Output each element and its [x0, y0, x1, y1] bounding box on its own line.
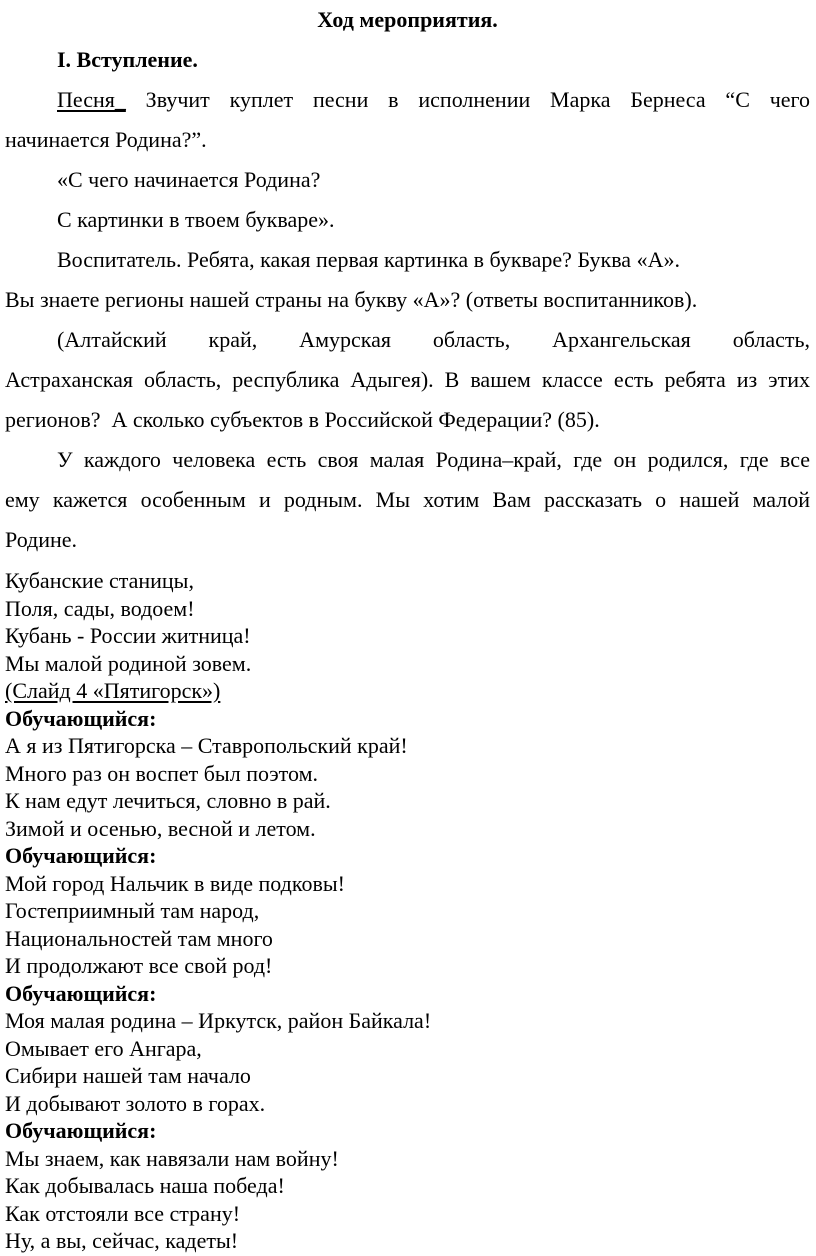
- text-run: Воспитатель. Ребята, какая первая картинка в букваре? Буква «А».: [57, 247, 680, 272]
- paragraph-line: [5, 80, 810, 120]
- bold-text: Обучающийся:: [5, 980, 157, 1006]
- poem-line: [5, 1007, 810, 1035]
- text-run: Моя малая родина – Иркутск, район Байкала!: [5, 1008, 432, 1033]
- paragraph-line: [5, 200, 810, 240]
- poem-line: [5, 870, 810, 898]
- poem-line: [5, 622, 810, 650]
- paragraph-line: [5, 520, 810, 560]
- bold-text: I. Вступление.: [57, 47, 198, 72]
- paragraph-line: [5, 320, 810, 360]
- text-run: Кубань - России житница!: [5, 623, 251, 648]
- paragraph-line: [5, 120, 810, 160]
- poem-line: [5, 1172, 810, 1200]
- text-run: Сибири нашей там начало: [5, 1063, 251, 1088]
- bold-text: Обучающийся:: [5, 1118, 157, 1143]
- text-run: Омывает его Ангара,: [5, 1035, 202, 1061]
- text-run: С картинки в твоем букваре».: [57, 207, 335, 232]
- text-run: Мы малой родиной зовем.: [5, 650, 252, 676]
- document-title: [5, 0, 810, 40]
- text-run: Много раз он воспет был поэтом.: [5, 760, 319, 786]
- poem-section: [5, 567, 810, 1255]
- paragraph-line: [5, 160, 810, 200]
- text-run: Мы знаем, как навязали нам войну!: [5, 1145, 339, 1171]
- poem-line: [5, 1227, 810, 1255]
- speaker-label: [5, 705, 810, 733]
- text-run: К нам едут лечиться, словно в рай.: [5, 788, 331, 813]
- poem-line: [5, 1145, 810, 1173]
- poem-line: [5, 595, 810, 623]
- text-run: Как добывалась наша победа!: [5, 1173, 285, 1198]
- poem-line: [5, 1035, 810, 1063]
- speaker-label: [5, 842, 810, 870]
- poem-line: [5, 760, 810, 788]
- bold-text: Ход мероприятия.: [317, 7, 498, 32]
- text-run: «С чего начинается Родина?: [57, 167, 321, 192]
- speaker-label: [5, 1117, 810, 1145]
- bold-text: Обучающийся:: [5, 843, 157, 868]
- paragraph-line: [5, 480, 810, 520]
- text-run: начинается Родина?”.: [5, 127, 207, 152]
- text-run: Звучит куплет песни в исполнении Марка Бернеса “С чего: [125, 87, 810, 112]
- paragraph-line: [5, 280, 810, 320]
- paragraph-line: [5, 400, 810, 440]
- text-run: Поля, сады, водоем!: [5, 595, 195, 621]
- bold-text: Обучающийся:: [5, 705, 157, 731]
- text-run: Национальностей там много: [5, 925, 273, 951]
- text-run: Мой город Нальчик в виде подковы!: [5, 870, 345, 896]
- poem-line: [5, 732, 810, 760]
- paragraph-line: [5, 240, 810, 280]
- speaker-label: [5, 980, 810, 1008]
- slide-note: [5, 677, 810, 705]
- paragraph-section: [5, 0, 810, 560]
- text-run: Как отстояли все страну!: [5, 1200, 241, 1226]
- text-run: Вы знаете регионы нашей страны на букву «А»? (ответы воспитанников).: [5, 287, 698, 312]
- underlined-text: Песня_: [57, 87, 126, 112]
- paragraph-line: [5, 440, 810, 480]
- poem-line: [5, 1200, 810, 1228]
- underlined-text: (Слайд 4 «Пятигорск»): [5, 678, 221, 703]
- text-run: (Алтайский край, Амурская область, Архангельская область,: [57, 327, 810, 352]
- text-run: регионов? А сколько субъектов в Российской Федерации? (85).: [5, 407, 600, 432]
- poem-line: [5, 1090, 810, 1118]
- text-run: Родине.: [5, 527, 78, 552]
- text-run: И добывают золото в горах.: [5, 1090, 266, 1116]
- text-run: Астраханская область, республика Адыгея). В вашем классе есть ребята из этих: [5, 367, 810, 392]
- poem-line: [5, 567, 810, 595]
- poem-line: [5, 787, 810, 815]
- text-run: Ну, а вы, сейчас, кадеты!: [5, 1228, 239, 1253]
- text-run: У каждого человека есть своя малая Родина–край, где он родился, где все: [57, 447, 810, 472]
- text-run: А я из Пятигорска – Ставропольский край!: [5, 733, 408, 758]
- poem-line: [5, 925, 810, 953]
- poem-line: [5, 952, 810, 980]
- text-run: Зимой и осенью, весной и летом.: [5, 815, 316, 841]
- poem-line: [5, 897, 810, 925]
- text-run: ему кажется особенным и родным. Мы хотим Вам рассказать о нашей малой: [5, 487, 810, 512]
- poem-line: [5, 650, 810, 678]
- text-run: Кубанские станицы,: [5, 568, 194, 593]
- poem-line: [5, 815, 810, 843]
- paragraph-line: [5, 360, 810, 400]
- text-run: И продолжают все свой род!: [5, 953, 273, 978]
- text-run: Гостеприимный там народ,: [5, 898, 260, 923]
- poem-line: [5, 1062, 810, 1090]
- section-heading: [5, 40, 810, 80]
